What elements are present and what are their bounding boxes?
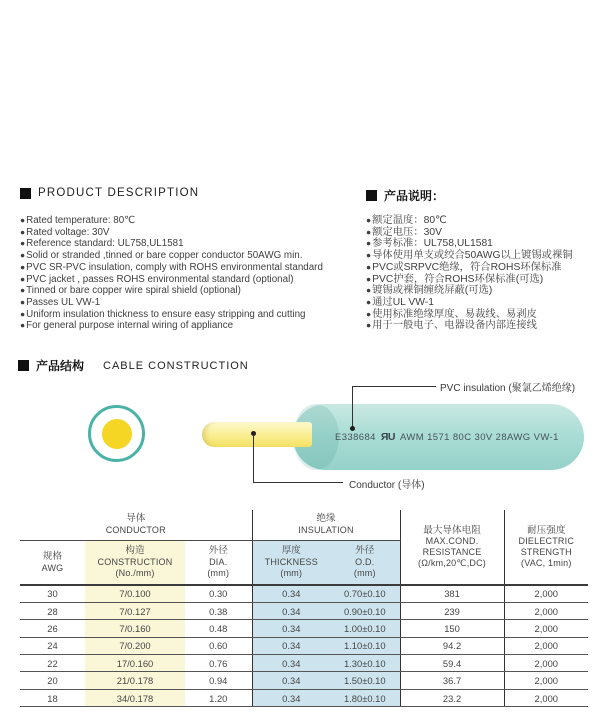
spec-bullet-item xyxy=(20,274,365,286)
cell-construction: 7/0.200 xyxy=(85,637,185,654)
spec-bullet-item xyxy=(20,238,365,250)
spec-bullet-text: PVC jacket , passes ROHS environmental standard (optional) xyxy=(26,273,294,285)
resistance-column-header: 最大导体电阻 MAX.COND. RESISTANCE (Ω/km,20℃,DC) xyxy=(400,510,504,585)
spec-bullet-text: 使用标准绝缘厚度、易裁线、易剥皮 xyxy=(372,308,537,320)
table-group-header-row xyxy=(20,510,588,540)
spec-bullet-text: PVC或SRPVC绝缘，符合ROHS环保标准 xyxy=(372,261,562,273)
table-row xyxy=(20,689,588,706)
cell-construction: 34/0.178 xyxy=(85,689,185,706)
spec-bullet-item xyxy=(366,309,601,321)
spec-bullet-item xyxy=(20,215,365,227)
conductor-group-header: 导体 CONDUCTOR xyxy=(20,510,252,540)
cell-dielectric: 2,000 xyxy=(504,585,588,602)
spec-bullet-text: 额定温度：80℃ xyxy=(372,215,447,226)
cell-od: 1.00±0.10 xyxy=(330,620,400,637)
od-column-header: 外径 O.D. (mm) xyxy=(330,540,400,585)
spec-bullet-item xyxy=(20,320,365,332)
cable-cross-section-diagram xyxy=(88,405,145,462)
leader-line xyxy=(253,482,343,483)
cell-dia: 0.94 xyxy=(185,672,252,689)
spec-bullet-item xyxy=(366,215,601,227)
cell-dielectric: 2,000 xyxy=(504,672,588,689)
cell-resistance: 150 xyxy=(400,620,504,637)
cell-awg: 26 xyxy=(20,620,85,637)
cell-resistance: 94.2 xyxy=(400,637,504,654)
cell-construction: 21/0.178 xyxy=(85,672,185,689)
spec-bullet-text: 用于一般电子、电器设备内部连接线 xyxy=(372,320,537,332)
section-title: 产品说明： xyxy=(384,189,445,203)
bullet-icon: ● xyxy=(20,261,26,272)
cell-construction: 7/0.100 xyxy=(85,585,185,602)
spec-bullet-text: 参考标准：UL758,UL1581 xyxy=(372,238,493,250)
cell-od: 1.10±0.10 xyxy=(330,637,400,654)
spec-bullet-text: Reference standard: UL758,UL1581 xyxy=(26,238,184,250)
bullet-icon: ● xyxy=(20,320,26,331)
cable-print-text xyxy=(335,404,559,470)
insulation-group-header: 绝缘 INSULATION xyxy=(252,510,400,540)
bullet-icon: ● xyxy=(20,226,26,237)
spec-bullet-item xyxy=(20,250,365,262)
bullet-icon: ● xyxy=(20,285,26,296)
cable-body-diagram xyxy=(293,404,584,470)
cell-construction: 7/0.160 xyxy=(85,620,185,637)
spec-bullet-item xyxy=(366,274,601,286)
cell-thickness: 0.34 xyxy=(252,602,330,619)
cell-od: 1.30±0.10 xyxy=(330,655,400,672)
cell-thickness: 0.34 xyxy=(252,689,330,706)
spec-bullet-text: Solid or stranded ,tinned or bare copper conductor 50AWG min. xyxy=(26,250,303,262)
product-notes-header xyxy=(366,187,444,204)
cell-dia: 0.38 xyxy=(185,602,252,619)
spec-bullet-text: PVC SR-PVC insulation, comply with ROHS environmental standard xyxy=(26,261,323,273)
spec-bullet-text: Rated voltage: 30V xyxy=(26,226,110,238)
spec-table-body xyxy=(20,585,588,707)
spec-bullet-text: 通过UL VW-1 xyxy=(372,296,434,308)
bullet-icon: ● xyxy=(20,238,26,249)
cell-awg: 18 xyxy=(20,689,85,706)
conductor-rod-diagram xyxy=(202,422,312,447)
cell-awg: 30 xyxy=(20,585,85,602)
cell-dia: 1.20 xyxy=(185,689,252,706)
cable-print-prefix: E338684 xyxy=(335,431,376,443)
product-description-header xyxy=(20,187,199,199)
spec-bullet-item xyxy=(20,297,365,309)
spec-bullet-item xyxy=(366,297,601,309)
cell-thickness: 0.34 xyxy=(252,585,330,602)
product-description-list-en xyxy=(20,215,365,332)
table-row xyxy=(20,602,588,619)
spec-bullet-item xyxy=(366,227,601,239)
section-marker-icon xyxy=(20,188,31,199)
leader-line xyxy=(352,386,436,387)
cell-thickness: 0.34 xyxy=(252,672,330,689)
bullet-icon: ● xyxy=(366,308,372,319)
awg-column-header: 规格 AWG xyxy=(20,540,85,585)
table-row xyxy=(20,585,588,602)
section-title-en: CABLE CONSTRUCTION xyxy=(103,359,249,372)
spec-bullet-text: 导体使用单支或绞合50AWG以上镀锡或裸铜 xyxy=(372,250,573,262)
cell-resistance: 59.4 xyxy=(400,655,504,672)
bullet-icon: ● xyxy=(366,320,372,331)
cell-awg: 28 xyxy=(20,602,85,619)
dia-column-header: 外径 DIA. (mm) xyxy=(185,540,252,585)
bullet-icon: ● xyxy=(20,308,26,319)
cell-dia: 0.48 xyxy=(185,620,252,637)
cell-thickness: 0.34 xyxy=(252,620,330,637)
spec-bullet-text: Tinned or bare copper wire spiral shield (optional) xyxy=(26,285,241,297)
bullet-icon: ● xyxy=(366,273,372,284)
spec-bullet-text: Rated temperature: 80℃ xyxy=(26,215,136,226)
cell-construction: 17/0.160 xyxy=(85,655,185,672)
insulation-label: PVC insulation (聚氯乙烯绝缘) xyxy=(440,383,576,394)
bullet-icon: ● xyxy=(366,215,372,225)
cell-awg: 24 xyxy=(20,637,85,654)
section-marker-icon xyxy=(18,360,29,371)
cell-od: 1.80±0.10 xyxy=(330,689,400,706)
cell-thickness: 0.34 xyxy=(252,655,330,672)
cell-dielectric: 2,000 xyxy=(504,637,588,654)
table-row xyxy=(20,637,588,654)
cable-print-suffix: AWM 1571 80C 30V 28AWG VW-1 xyxy=(399,431,559,443)
cell-awg: 22 xyxy=(20,655,85,672)
cell-dielectric: 2,000 xyxy=(504,602,588,619)
section-title-cn: 产品结构 xyxy=(36,359,85,373)
spec-bullet-text: For general purpose internal wiring of appliance xyxy=(26,320,234,332)
cell-dielectric: 2,000 xyxy=(504,689,588,706)
cell-od: 0.70±0.10 xyxy=(330,585,400,602)
spec-bullet-item xyxy=(20,262,365,274)
bullet-icon: ● xyxy=(20,273,26,284)
ul-recognized-mark-icon: ЯU xyxy=(380,431,395,443)
cell-dia: 0.30 xyxy=(185,585,252,602)
cell-dielectric: 2,000 xyxy=(504,620,588,637)
cell-thickness: 0.34 xyxy=(252,637,330,654)
spec-bullet-item xyxy=(20,227,365,239)
bullet-icon: ● xyxy=(366,261,372,272)
spec-bullet-item xyxy=(366,238,601,250)
spec-bullet-item xyxy=(366,250,601,262)
bullet-icon: ● xyxy=(20,250,26,261)
spec-bullet-text: 镀锡或裸铜缠绕屏蔽(可选) xyxy=(372,285,493,297)
bullet-icon: ● xyxy=(20,215,26,225)
bullet-icon: ● xyxy=(366,238,372,249)
table-row xyxy=(20,620,588,637)
spec-bullet-item xyxy=(366,285,601,297)
table-row xyxy=(20,655,588,672)
spec-bullet-text: 额定电压：30V xyxy=(372,226,442,238)
cell-dielectric: 2,000 xyxy=(504,655,588,672)
cable-construction-header xyxy=(18,357,249,374)
spec-bullet-text: Uniform insulation thickness to ensure easy stripping and cutting xyxy=(26,308,306,320)
leader-line xyxy=(352,386,353,428)
cell-resistance: 381 xyxy=(400,585,504,602)
conductor-label: Conductor (导体) xyxy=(349,480,425,491)
leader-dot-icon xyxy=(350,426,355,431)
dielectric-column-header: 耐压强度 DIELECTRIC STRENGTH (VAC, 1min) xyxy=(504,510,588,585)
bullet-icon: ● xyxy=(366,285,372,296)
spec-bullet-item xyxy=(366,262,601,274)
cell-od: 0.90±0.10 xyxy=(330,602,400,619)
cell-resistance: 239 xyxy=(400,602,504,619)
cell-construction: 7/0.127 xyxy=(85,602,185,619)
spec-bullet-text: Passes UL VW-1 xyxy=(26,296,101,308)
spec-bullet-item xyxy=(20,309,365,321)
cell-resistance: 23.2 xyxy=(400,689,504,706)
spec-table xyxy=(20,510,588,707)
construction-column-header: 构造 CONSTRUCTION (No./mm) xyxy=(85,540,185,585)
section-marker-icon xyxy=(366,190,377,201)
spec-bullet-item xyxy=(366,320,601,332)
section-title: PRODUCT DESCRIPTION xyxy=(38,187,200,199)
cell-resistance: 36.7 xyxy=(400,672,504,689)
product-notes-list-cn xyxy=(366,215,601,332)
conductor-core-icon xyxy=(102,419,132,449)
table-row xyxy=(20,672,588,689)
cell-awg: 20 xyxy=(20,672,85,689)
leader-line xyxy=(253,433,254,482)
cell-dia: 0.76 xyxy=(185,655,252,672)
thickness-column-header: 厚度 THICKNESS (mm) xyxy=(252,540,330,585)
spec-bullet-item xyxy=(20,285,365,297)
bullet-icon: ● xyxy=(366,226,372,237)
bullet-icon: ● xyxy=(366,296,372,307)
spec-bullet-text: PVC护套，符合ROHS环保标准(可选) xyxy=(372,273,544,285)
cell-dia: 0.60 xyxy=(185,637,252,654)
bullet-icon: ● xyxy=(20,296,26,307)
cell-od: 1.50±0.10 xyxy=(330,672,400,689)
bullet-icon: ● xyxy=(366,250,372,261)
